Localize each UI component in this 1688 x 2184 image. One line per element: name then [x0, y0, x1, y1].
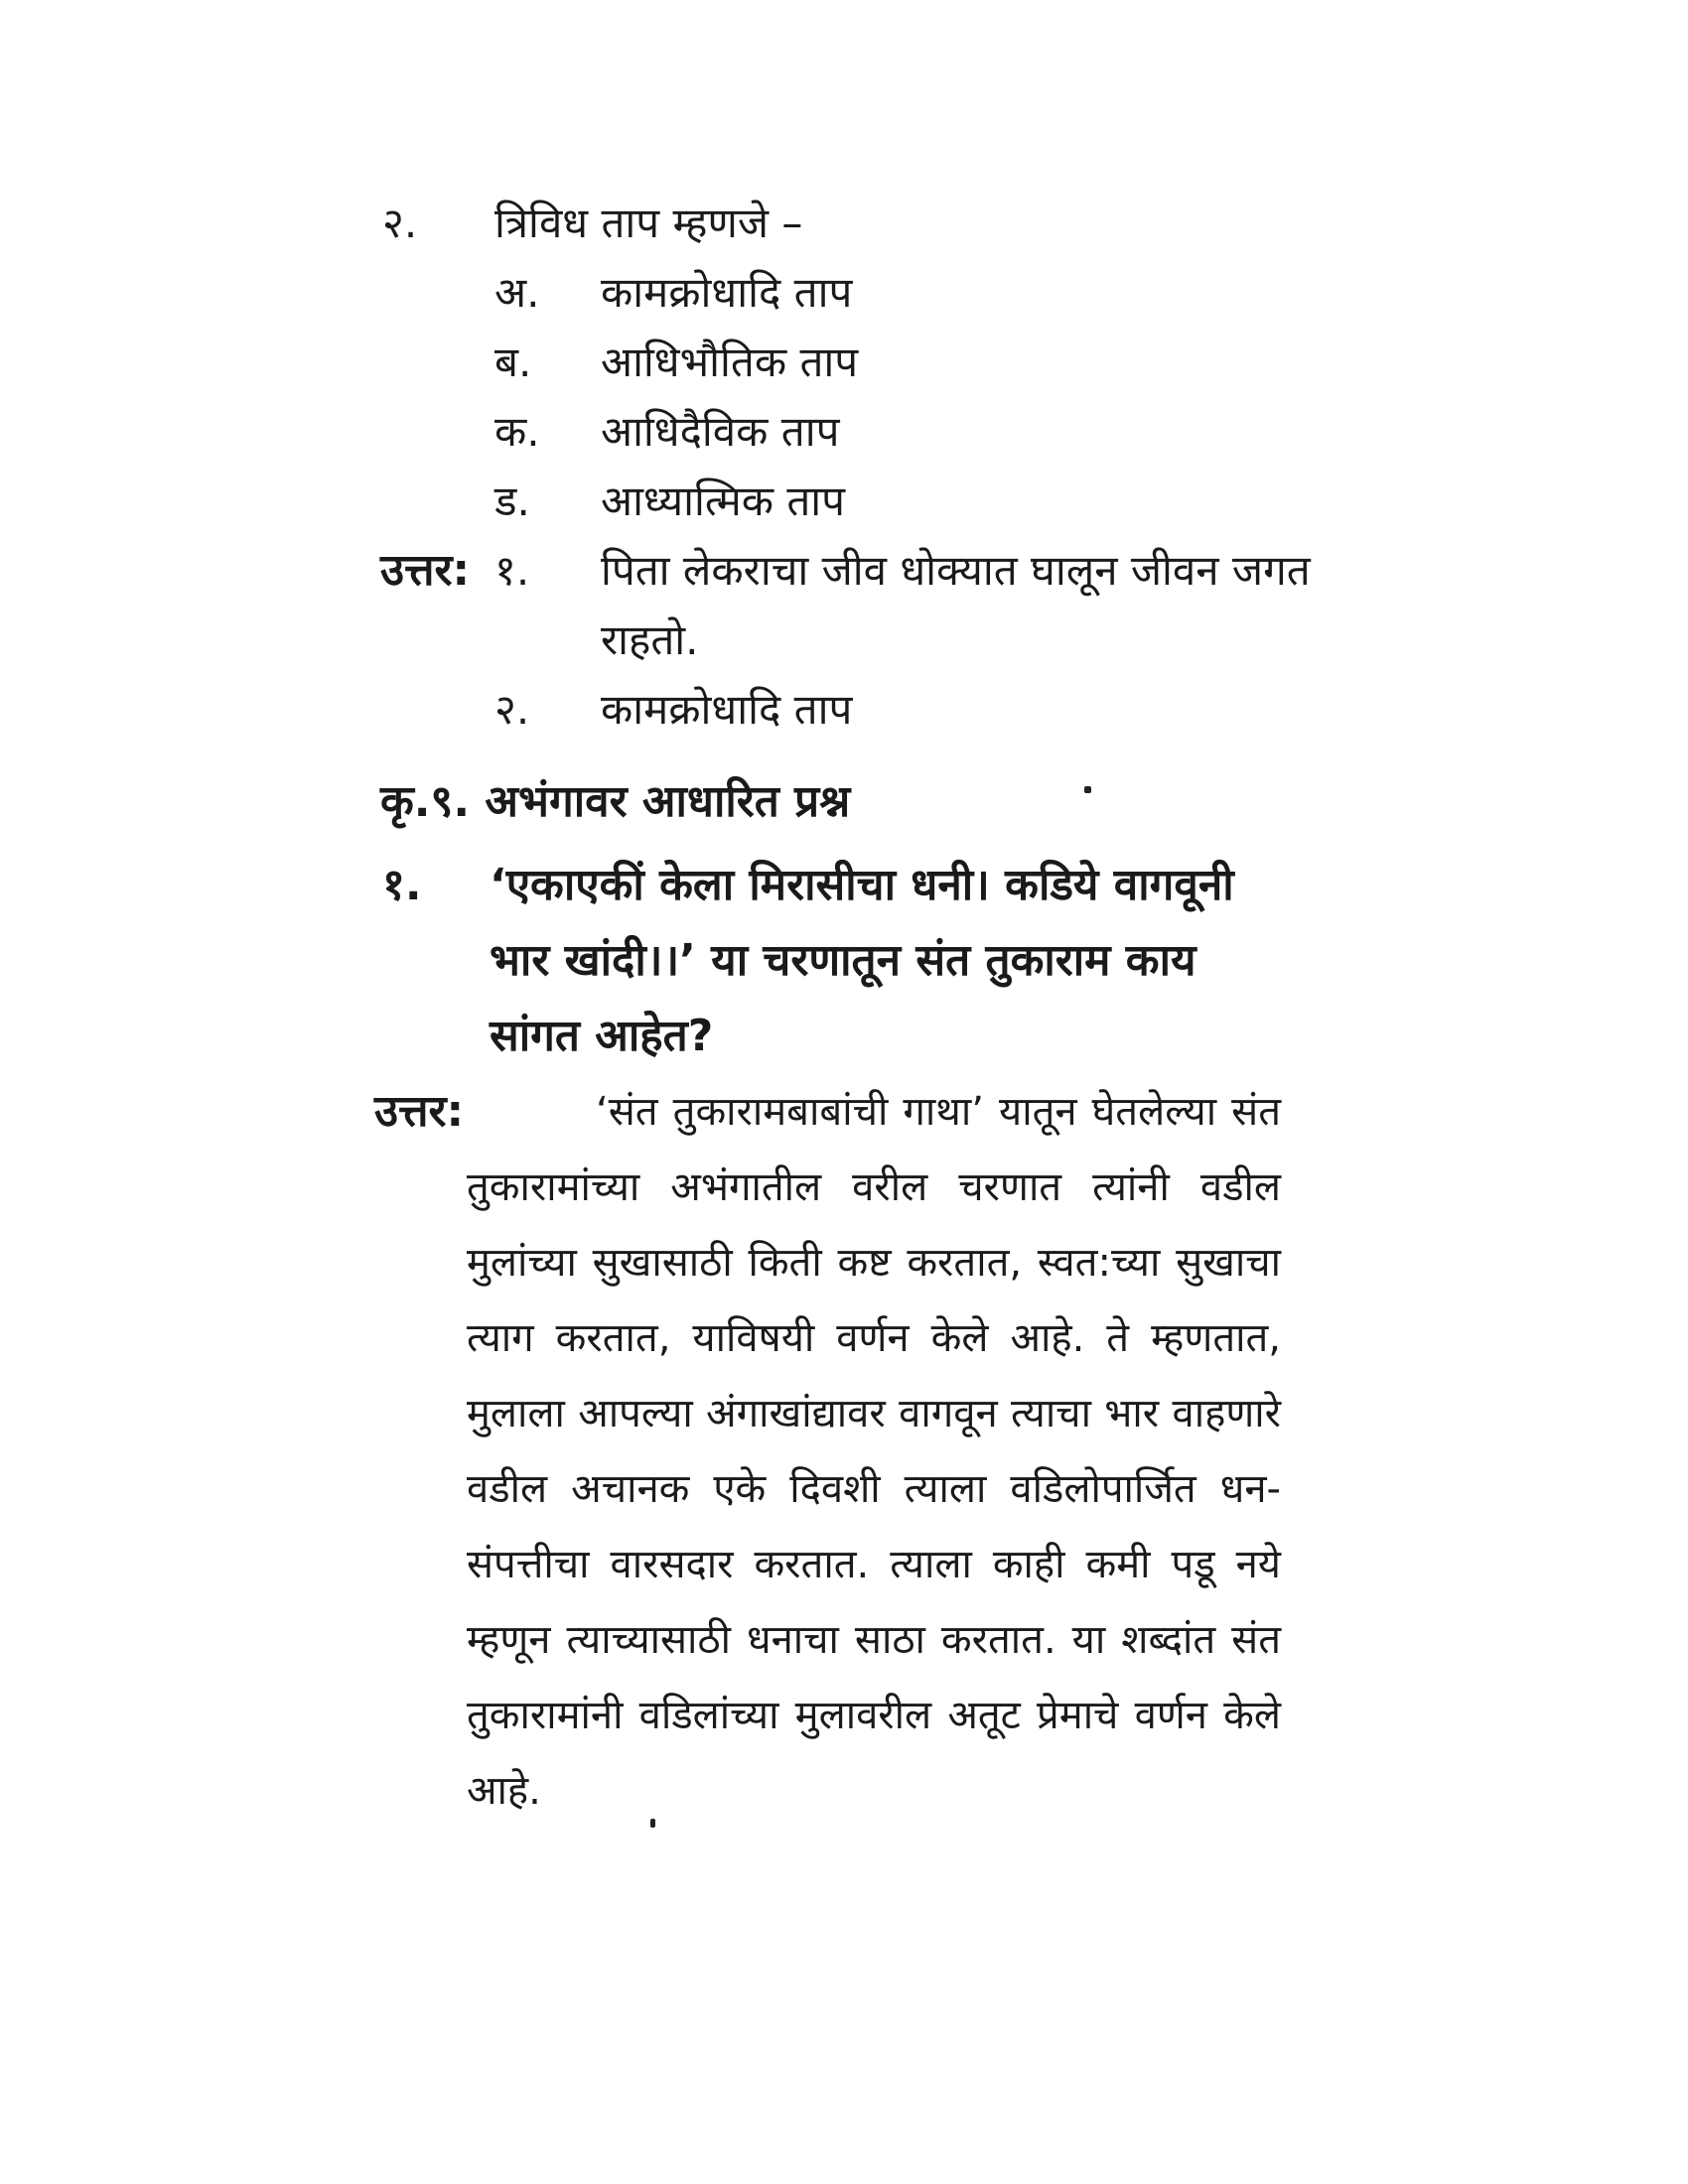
answer-paragraph [467, 1074, 1281, 1829]
answer-label: उत्तर: [380, 545, 471, 596]
scan-speck [1084, 786, 1091, 793]
question-number: १. [382, 860, 422, 910]
question-number: २. [382, 199, 418, 247]
option-label: ब. [494, 338, 532, 386]
section-heading: कृ.९. अभंगावर आधारित प्रश्न [380, 776, 851, 827]
answer-number: २. [494, 685, 530, 734]
answer-text: कामक्रोधादि ताप [601, 685, 853, 734]
answer-text: राहतो. [601, 615, 699, 664]
option-label: क. [494, 407, 540, 456]
answer-body: ‘संत तुकारामबाबांची गाथा’ यातून घेतलेल्या संत तुकारामांच्या अभंगातील वरील चरणात त्यांनी वडील मुलांच्या सुखासाठी किती कष्ट करतात, स्वत:च्या सुखाचा त्याग करतात, याविषयी वर्णन केले आहे. ते म्हणतात, मुलाला आपल्या अंगाखांद्यावर वागवून त्याचा भार वाहणारे वडील अचानक एके दिवशी त्याला वडिलोपार्जित धन-संपत्तीचा वारसदार करतात. त्याला काही कमी पडू नये म्हणून त्याच्यासाठी धनाचा साठा करतात. या शब्दांत संत तुकारामांनी वडिलांच्या मुलावरील अतूट प्रेमाचे वर्णन केले आहे. [467, 1089, 1281, 1814]
answer-text: पिता लेकराचा जीव धोक्यात घालून जीवन जगत [601, 546, 1311, 595]
question-line: सांगत आहेत? [490, 1011, 714, 1061]
option-label: ड. [494, 477, 530, 525]
option-text: आध्यात्मिक ताप [601, 477, 846, 525]
answer-label: उत्तर: [374, 1086, 465, 1137]
option-text: आधिदैविक ताप [601, 407, 840, 456]
question-title: त्रिविध ताप म्हणजे – [494, 199, 803, 247]
answer-number: १. [494, 546, 530, 595]
option-text: कामक्रोधादि ताप [601, 268, 853, 317]
question-line: भार खांदी।।’ या चरणातून संत तुकाराम काय [490, 935, 1196, 986]
option-label: अ. [494, 268, 540, 317]
question-line: ‘एकाएकीं केला मिरासीचा धनी। कडिये वागवूनी [490, 860, 1234, 910]
option-text: आधिभौतिक ताप [601, 338, 859, 386]
scan-speck [650, 1819, 655, 1828]
